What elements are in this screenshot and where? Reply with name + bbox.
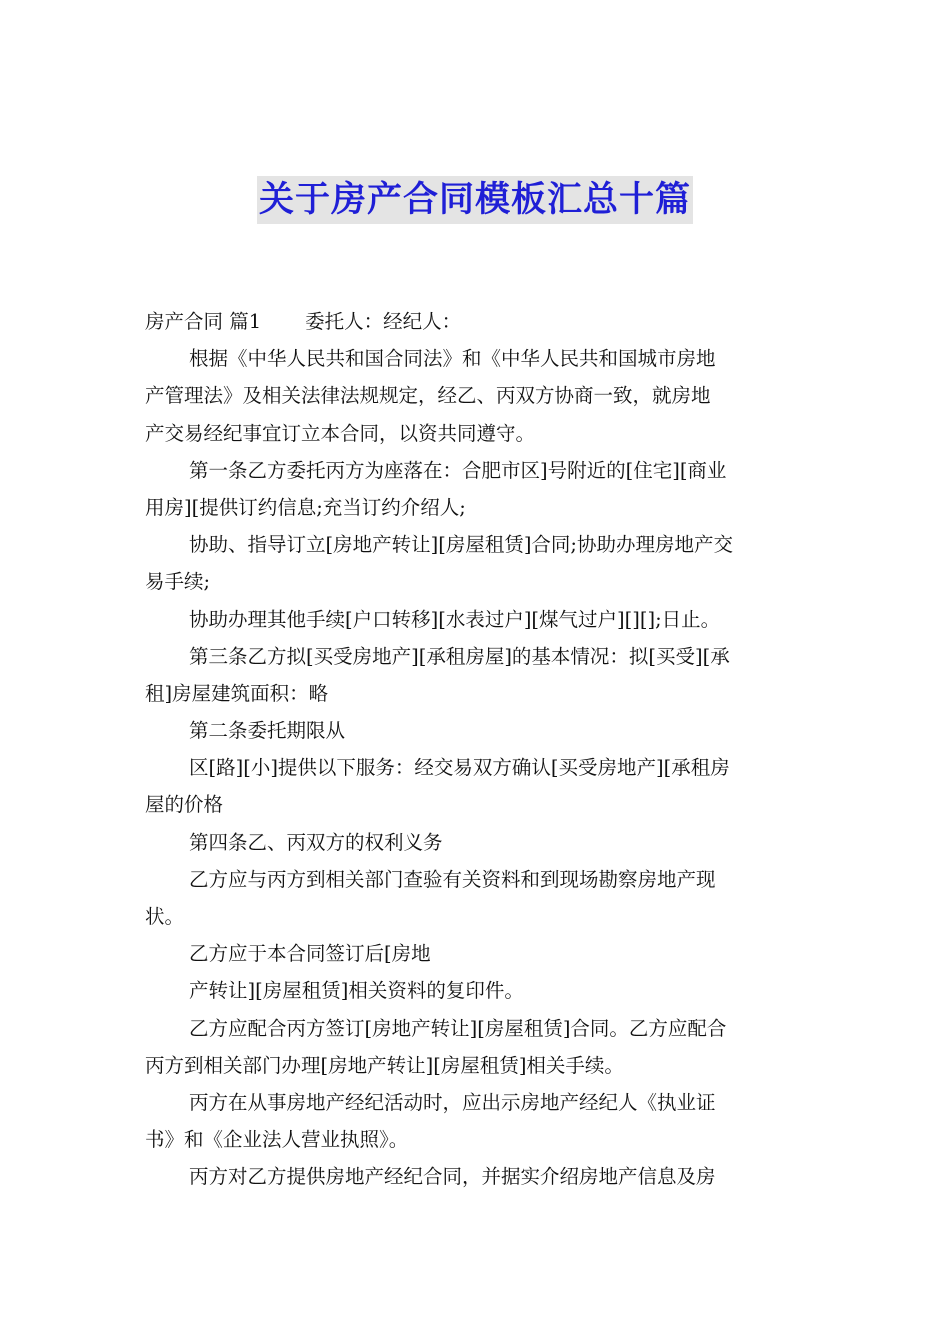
body-text-line: 用房][提供订约信息;充当订约介绍人;	[145, 495, 466, 519]
body-text-line: 易手续;	[145, 570, 211, 594]
parties-line: 委托人：经纪人：	[305, 310, 462, 333]
body-text-line: 乙方应配合丙方签订[房地产转让][房屋租赁]合同。乙方应配合	[189, 1016, 727, 1040]
body-text-line: 状。	[145, 905, 185, 928]
body-text-line: 区[路][小]提供以下服务：经交易双方确认[买受房地产][承租房	[189, 756, 730, 780]
document-title: 关于房产合同模板汇总十篇	[257, 176, 693, 224]
title-container	[0, 176, 950, 224]
body-text-line: 第一条乙方委托丙方为座落在：合肥市区]号附近的[住宅][商业	[189, 458, 727, 482]
body-text-line: 产交易经纪事宜订立本合同，以资共同遵守。	[145, 421, 536, 445]
body-text-line: 第二条委托期限从	[189, 719, 346, 743]
section-heading-line	[145, 303, 807, 340]
body-text-line: 租]房屋建筑面积：略	[145, 681, 329, 705]
body-text-line: 乙方应于本合同签订后[房地	[189, 942, 431, 966]
body-text-line: 协助、指导订立[房地产转让][房屋租赁]合同;协助办理房地产交	[189, 533, 734, 557]
body-text-line: 丙方对乙方提供房地产经纪合同，并据实介绍房地产信息及房	[189, 1165, 716, 1189]
body-text-line: 丙方到相关部门办理[房地产转让][房屋租赁]相关手续。	[145, 1053, 624, 1077]
section-label: 房产合同 篇1	[145, 310, 262, 333]
body-text-line: 书》和《企业法人营业执照》。	[145, 1128, 409, 1152]
body-text-line: 第四条乙、丙双方的权利义务	[189, 830, 443, 854]
body-text-line: 丙方在从事房地产经纪活动时，应出示房地产经纪人《执业证	[189, 1090, 716, 1114]
document-body	[145, 303, 807, 1196]
body-text-line: 根据《中华人民共和国合同法》和《中华人民共和国城市房地	[189, 347, 716, 371]
body-text-line: 产转让][房屋租赁]相关资料的复印件。	[189, 979, 524, 1003]
body-text-line: 第三条乙方拟[买受房地产][承租房屋]的基本情况：拟[买受][承	[189, 644, 730, 668]
body-text-line: 产管理法》及相关法律法规规定，经乙、丙双方协商一致，就房地	[145, 384, 711, 408]
body-text-line: 协助办理其他手续[户口转移][水表过户][煤气过户][][];日止。	[189, 607, 721, 631]
body-text-line: 屋的价格	[145, 793, 224, 817]
body-text-line: 乙方应与丙方到相关部门查验有关资料和到现场勘察房地产现	[189, 867, 716, 891]
